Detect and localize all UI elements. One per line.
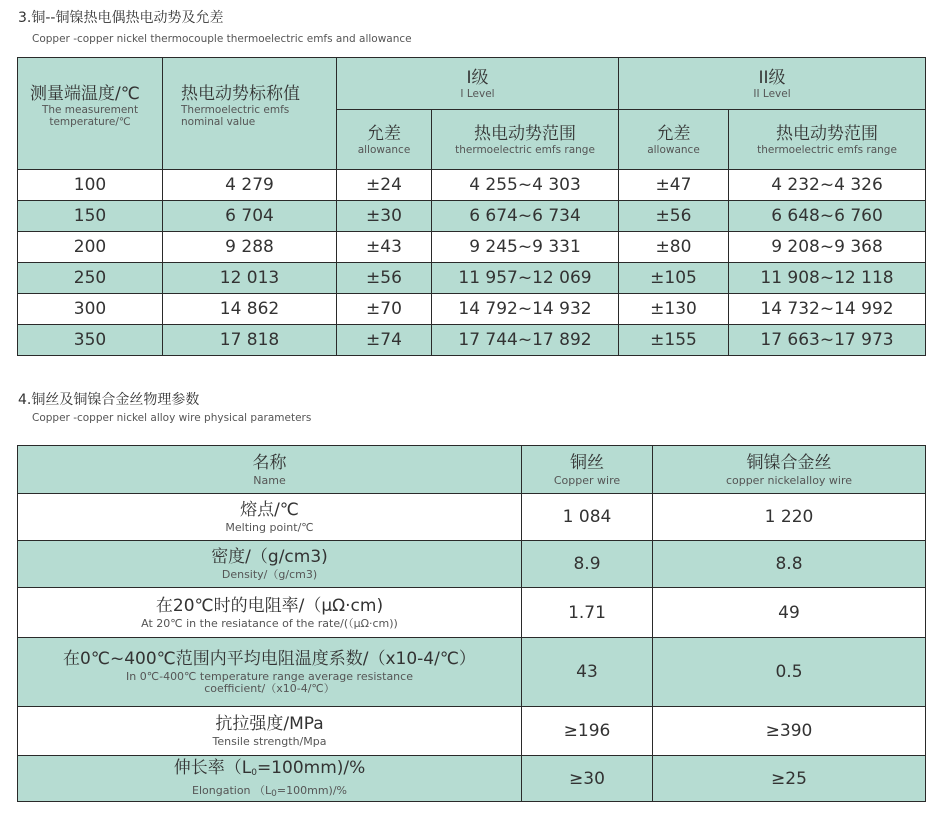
table-row xyxy=(18,707,926,756)
cell-param-name xyxy=(18,494,522,541)
cell-nominal: 17 818 xyxy=(163,325,337,356)
header-range-en: thermoelectric emfs range xyxy=(455,143,595,156)
cell-param-name xyxy=(18,756,522,802)
section4-subtitle: Copper -copper nickel alloy wire physical parameters xyxy=(32,412,312,424)
header-cuni-en: copper nickelalloy wire xyxy=(725,473,853,487)
header-range-en: thermoelectric emfs range xyxy=(757,143,897,156)
cell-temp: 100 xyxy=(18,170,163,201)
header-name-zh: 名称 xyxy=(252,452,287,473)
header-level1-allowance xyxy=(337,110,432,170)
table-row xyxy=(18,588,926,638)
cell-allowance-2: ±130 xyxy=(619,294,729,325)
cell-range-2: 14 732~14 992 xyxy=(729,294,926,325)
table-row xyxy=(18,263,926,294)
param-name-zh: 抗拉强度/MPa xyxy=(215,714,324,734)
cell-copper-value: 43 xyxy=(522,638,653,707)
cell-nominal: 14 862 xyxy=(163,294,337,325)
thermoelectric-emfs-table xyxy=(17,57,926,356)
wire-physical-parameters-table xyxy=(17,445,926,802)
cell-range-2: 4 232~4 326 xyxy=(729,170,926,201)
cell-param-name xyxy=(18,707,522,756)
cell-param-name xyxy=(18,638,522,707)
cell-nominal: 9 288 xyxy=(163,232,337,263)
header-copper-nickel-wire xyxy=(653,446,926,494)
table-row xyxy=(18,170,926,201)
cell-range-1: 11 957~12 069 xyxy=(432,263,619,294)
header-level1-range xyxy=(432,110,619,170)
cell-nominal: 12 013 xyxy=(163,263,337,294)
cell-copper-value: 1.71 xyxy=(522,588,653,638)
cell-temp: 200 xyxy=(18,232,163,263)
table-row xyxy=(18,638,926,707)
table-row xyxy=(18,232,926,263)
cell-range-1: 6 674~6 734 xyxy=(432,201,619,232)
cell-temp: 150 xyxy=(18,201,163,232)
header-temp-en: The measurement temperature/℃ xyxy=(41,104,139,128)
cell-range-1: 14 792~14 932 xyxy=(432,294,619,325)
cell-allowance-2: ±105 xyxy=(619,263,729,294)
cell-temp: 250 xyxy=(18,263,163,294)
cell-range-2: 6 648~6 760 xyxy=(729,201,926,232)
cell-temp: 300 xyxy=(18,294,163,325)
cell-allowance-2: ±56 xyxy=(619,201,729,232)
header-level1-zh: I级 xyxy=(466,67,489,88)
header-name-en: Name xyxy=(253,473,286,487)
header-cuni-zh: 铜镍合金丝 xyxy=(746,452,832,473)
header-level2-zh: II级 xyxy=(758,67,786,88)
param-name-en: In 0℃-400℃ temperature range average resistance coefficient/（x10-4/℃） xyxy=(126,670,413,695)
param-name-en: At 20℃ in the resiatance of the rate/(（μΩ·cm)) xyxy=(141,616,398,630)
param-zh-pre: 伸长率（L xyxy=(173,757,252,778)
param-name-zh: 熔点/℃ xyxy=(240,500,299,520)
header-level2-allowance xyxy=(619,110,729,170)
param-name-zh: 在20℃时的电阻率/（μΩ·cm) xyxy=(155,595,384,616)
cell-cuni-value: 1 220 xyxy=(653,494,926,541)
cell-cuni-value: 49 xyxy=(653,588,926,638)
cell-cuni-value: 8.8 xyxy=(653,541,926,588)
cell-nominal: 6 704 xyxy=(163,201,337,232)
header-level2-en: II Level xyxy=(753,87,791,100)
cell-copper-value: ≥30 xyxy=(522,756,653,802)
section4-title: 4.铜丝及铜镍合金丝物理参数 xyxy=(18,392,200,408)
cell-range-1: 17 744~17 892 xyxy=(432,325,619,356)
cell-cuni-value: ≥390 xyxy=(653,707,926,756)
cell-allowance-1: ±74 xyxy=(337,325,432,356)
header-allow-en: allowance xyxy=(357,143,411,156)
param-en-pre: Elongation （L xyxy=(192,783,272,797)
cell-range-1: 9 245~9 331 xyxy=(432,232,619,263)
section3-title: 3.铜--铜镍热电偶热电动势及允差 xyxy=(18,10,224,26)
cell-allowance-2: ±47 xyxy=(619,170,729,201)
cell-temp: 350 xyxy=(18,325,163,356)
header-allow-zh: 允差 xyxy=(656,123,691,144)
param-en-sub: 0 xyxy=(271,788,277,799)
cell-allowance-1: ±70 xyxy=(337,294,432,325)
cell-nominal: 4 279 xyxy=(163,170,337,201)
section3-subtitle: Copper -copper nickel thermocouple thermoelectric emfs and allowance xyxy=(32,33,412,45)
cell-param-name xyxy=(18,541,522,588)
cell-allowance-1: ±24 xyxy=(337,170,432,201)
param-name-en: Melting point/℃ xyxy=(225,521,314,534)
cell-range-2: 17 663~17 973 xyxy=(729,325,926,356)
header-cu-zh: 铜丝 xyxy=(570,452,604,473)
param-name-zh: 密度/（g/cm3) xyxy=(211,547,328,567)
header-nominal-en: Thermoelectric emfs nominal value xyxy=(181,104,290,128)
table-row xyxy=(18,325,926,356)
param-name-en xyxy=(18,785,521,800)
table-row xyxy=(18,756,926,802)
param-name-zh: 在0℃~400℃范围内平均电阻温度系数/（x10-4/℃） xyxy=(63,649,476,669)
cell-allowance-2: ±155 xyxy=(619,325,729,356)
param-name-zh xyxy=(18,758,521,783)
header-measurement-temp xyxy=(18,58,163,170)
cell-param-name xyxy=(18,588,522,638)
table-row xyxy=(18,494,926,541)
cell-allowance-2: ±80 xyxy=(619,232,729,263)
param-name-en: Tensile strength/Mpa xyxy=(212,735,327,748)
cell-allowance-1: ±43 xyxy=(337,232,432,263)
cell-copper-value: 8.9 xyxy=(522,541,653,588)
header-level2-range xyxy=(729,110,926,170)
cell-range-1: 4 255~4 303 xyxy=(432,170,619,201)
table-row xyxy=(18,294,926,325)
cell-allowance-1: ±56 xyxy=(337,263,432,294)
header-nominal-value xyxy=(163,58,337,170)
header-nominal-zh: 热电动势标称值 xyxy=(181,84,300,104)
cell-copper-value: 1 084 xyxy=(522,494,653,541)
param-name-en: Density/（g/cm3) xyxy=(221,568,318,581)
param-zh-sub: 0 xyxy=(251,767,257,778)
header-level-2 xyxy=(619,58,926,110)
header-cu-en: Copper wire xyxy=(553,473,621,487)
header-range-zh: 热电动势范围 xyxy=(474,123,576,144)
cell-allowance-1: ±30 xyxy=(337,201,432,232)
cell-range-2: 9 208~9 368 xyxy=(729,232,926,263)
param-en-post: =100mm)/% xyxy=(276,783,347,797)
cell-copper-value: ≥196 xyxy=(522,707,653,756)
header-copper-wire xyxy=(522,446,653,494)
header-level1-en: I Level xyxy=(460,87,495,100)
table-row xyxy=(18,201,926,232)
param-zh-post: =100mm)/% xyxy=(256,757,366,778)
header-name xyxy=(18,446,522,494)
cell-cuni-value: 0.5 xyxy=(653,638,926,707)
header-allow-en: allowance xyxy=(647,143,700,156)
header-temp-zh: 测量端温度/℃ xyxy=(30,84,140,104)
cell-cuni-value: ≥25 xyxy=(653,756,926,802)
table-row xyxy=(18,541,926,588)
cell-range-2: 11 908~12 118 xyxy=(729,263,926,294)
header-allow-zh: 允差 xyxy=(367,123,401,144)
header-level-1 xyxy=(337,58,619,110)
header-range-zh: 热电动势范围 xyxy=(776,123,878,144)
